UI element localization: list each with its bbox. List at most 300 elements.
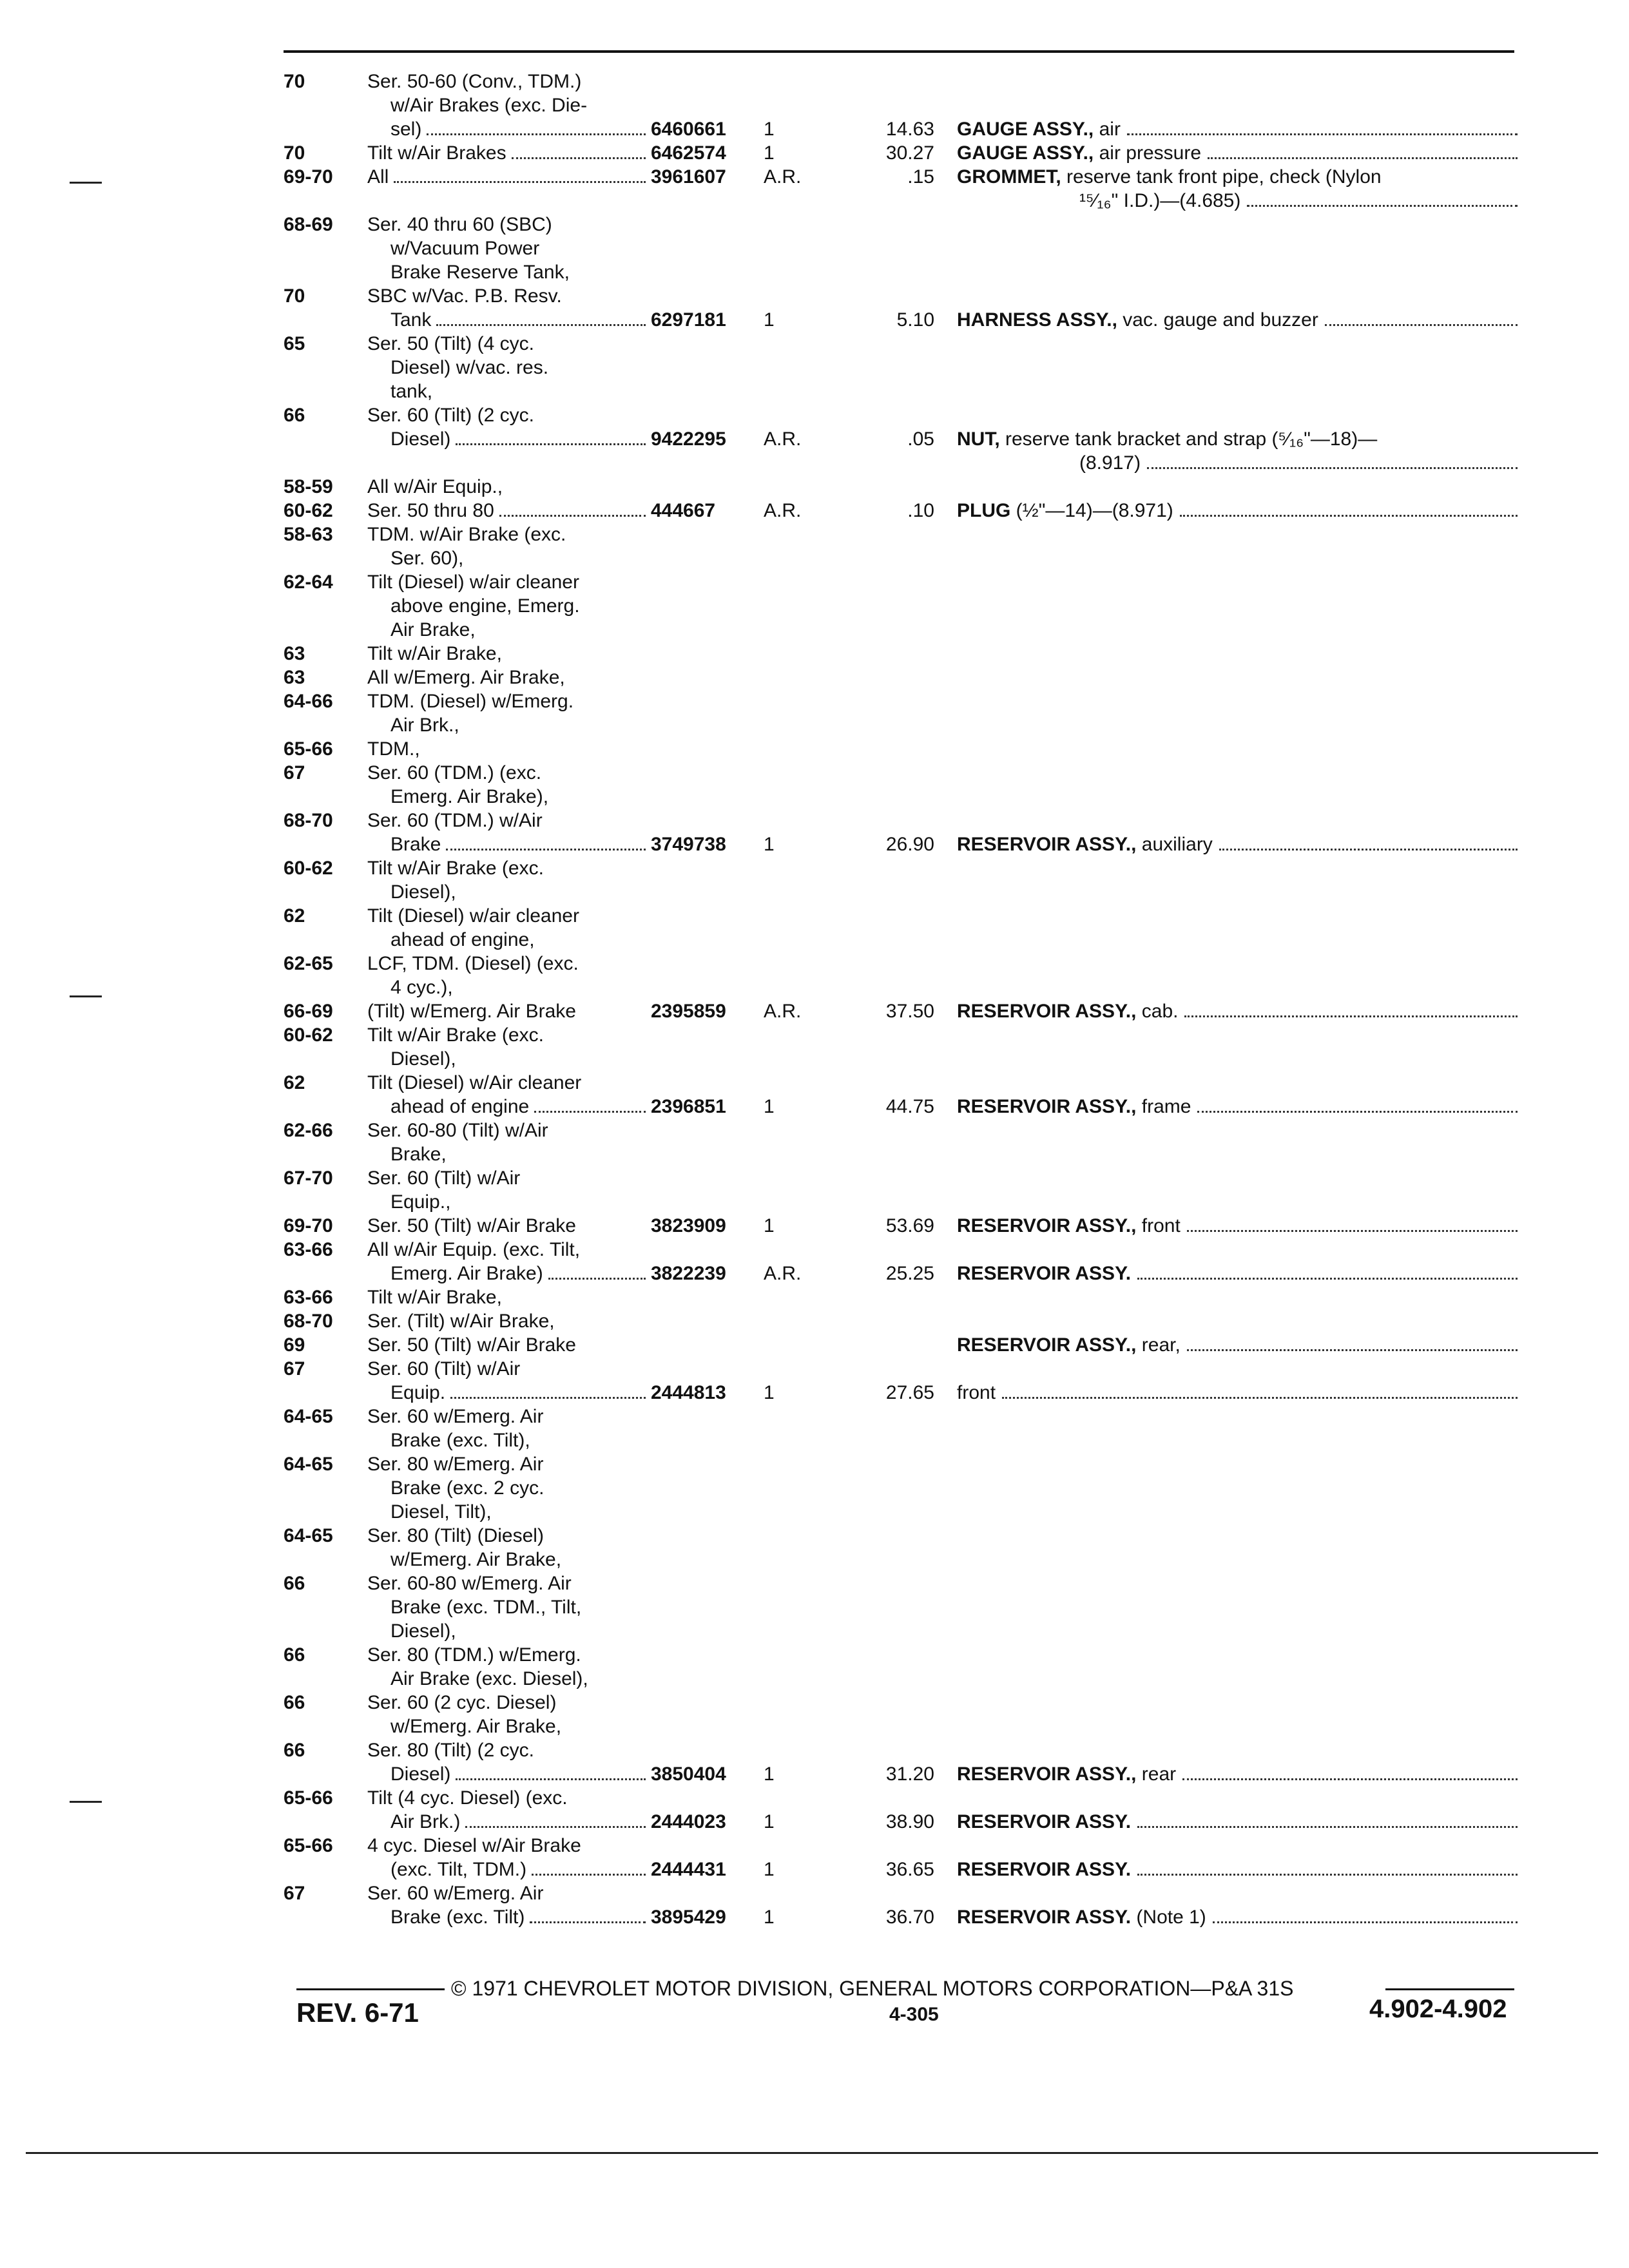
- part-detail: air: [1094, 119, 1121, 140]
- application: [367, 1738, 651, 1786]
- dot-leader: [427, 133, 646, 135]
- application-text: Air Brake (exc. Diesel),: [390, 1668, 588, 1689]
- application-line: [367, 1762, 651, 1786]
- list-price: 37.50: [885, 1001, 934, 1022]
- application-line: [367, 689, 651, 713]
- dot-leader: [1137, 1278, 1518, 1280]
- application-text: Ser. 60 (Tilt) w/Air: [367, 1358, 521, 1379]
- application-line: [367, 1190, 651, 1214]
- model-year: 69-70: [284, 1215, 333, 1236]
- application-line: [367, 499, 651, 523]
- part-number: 3850404: [651, 1763, 726, 1785]
- part-name: GAUGE ASSY.,: [957, 142, 1094, 164]
- dot-leader: [1219, 849, 1518, 850]
- model-year: 64-65: [284, 1406, 333, 1427]
- description-line: [957, 1905, 1518, 1929]
- application: [367, 1834, 651, 1881]
- application-text: w/Emerg. Air Brake,: [390, 1716, 562, 1737]
- description-text: [957, 1262, 1131, 1285]
- model-year: 62: [284, 1072, 305, 1093]
- model-year: 64-66: [284, 691, 333, 712]
- application: [367, 165, 651, 189]
- application: [367, 1524, 651, 1571]
- part-detail: front: [1136, 1215, 1181, 1236]
- model-year: 65: [284, 333, 305, 354]
- part-description: [957, 1381, 1518, 1405]
- application-line: [367, 1309, 651, 1333]
- description-line: [957, 141, 1518, 165]
- model-year: 70: [284, 71, 305, 92]
- part-detail: air pressure: [1094, 142, 1202, 164]
- application-line: [367, 523, 651, 546]
- part-number: 2444023: [651, 1811, 726, 1832]
- application-line: [367, 427, 651, 451]
- dot-leader: [499, 515, 646, 517]
- model-year: 67-70: [284, 1168, 333, 1189]
- description-line: [957, 1762, 1518, 1786]
- application-text: Brake Reserve Tank,: [390, 262, 570, 283]
- dot-leader: [530, 1921, 646, 1923]
- application-text: Brake (exc. TDM., Tilt,: [390, 1597, 582, 1618]
- part-description: [957, 427, 1518, 475]
- description-text: [957, 308, 1318, 332]
- description-line: [957, 165, 1518, 189]
- model-year: 63-66: [284, 1287, 333, 1308]
- part-number: 6297181: [651, 309, 726, 331]
- application-line: [367, 1595, 651, 1619]
- application-line: [367, 284, 651, 308]
- top-rule: [284, 50, 1514, 53]
- part-name: GROMMET,: [957, 166, 1061, 187]
- part-detail: rear: [1136, 1763, 1177, 1785]
- application: [367, 904, 651, 952]
- application-line: [367, 1643, 651, 1667]
- part-name: RESERVOIR ASSY.: [957, 1907, 1132, 1928]
- application-text: Brake (exc. Tilt),: [390, 1430, 530, 1451]
- application-text: Tilt (Diesel) w/Air cleaner: [367, 1072, 582, 1093]
- list-price: 44.75: [885, 1096, 934, 1117]
- application-line: [367, 1405, 651, 1428]
- part-name: RESERVOIR ASSY.: [957, 1811, 1132, 1832]
- application-line: [367, 1285, 651, 1309]
- list-price: 5.10: [896, 309, 934, 331]
- part-number: 3961607: [651, 166, 726, 187]
- application-line: [367, 1810, 651, 1834]
- application-text: Ser. 80 (TDM.) w/Emerg.: [367, 1644, 581, 1666]
- part-number: 9422295: [651, 428, 726, 450]
- application-text: Ser. 80 (Tilt) (2 cyc.: [367, 1740, 534, 1761]
- part-description: [957, 1262, 1518, 1285]
- application-text: Tank: [390, 309, 432, 331]
- dot-leader: [512, 157, 646, 159]
- application-line: [367, 356, 651, 380]
- description-line: [957, 1858, 1518, 1881]
- part-description: [957, 1858, 1518, 1881]
- application-line: [367, 880, 651, 904]
- application-text: Tilt w/Air Brake,: [367, 1287, 502, 1308]
- application-text: Emerg. Air Brake): [390, 1263, 543, 1284]
- model-year: 68-70: [284, 1311, 333, 1332]
- revision-label: REV. 6-71: [296, 1997, 419, 2028]
- model-year: 58-63: [284, 524, 333, 545]
- application-line: [367, 236, 651, 260]
- dot-leader: [1127, 133, 1518, 135]
- margin-tick: [70, 1801, 102, 1803]
- part-name: RESERVOIR ASSY.,: [957, 1334, 1137, 1356]
- application-text: tank,: [390, 381, 433, 402]
- part-name: RESERVOIR ASSY.,: [957, 1096, 1137, 1117]
- application: [367, 284, 651, 332]
- application-line: [367, 93, 651, 117]
- application-text: Diesel, Tilt),: [390, 1501, 492, 1523]
- application: [367, 666, 651, 689]
- quantity: 1: [764, 1215, 775, 1236]
- part-name: RESERVOIR ASSY.: [957, 1859, 1132, 1880]
- quantity: 1: [764, 119, 775, 140]
- part-name: RESERVOIR ASSY.,: [957, 834, 1137, 855]
- model-year: 65-66: [284, 738, 333, 760]
- application-line: [367, 1738, 651, 1762]
- dot-leader: [1182, 1778, 1518, 1780]
- part-number: 2444813: [651, 1382, 726, 1403]
- application-text: All: [367, 166, 389, 187]
- application-text: Tilt w/Air Brake,: [367, 643, 502, 664]
- description-text: [957, 427, 1377, 451]
- application: [367, 952, 651, 999]
- dot-leader: [1187, 1349, 1518, 1351]
- application: [367, 1119, 651, 1166]
- application-line: [367, 70, 651, 93]
- application-text: Ser. 50 (Tilt) (4 cyc.: [367, 333, 534, 354]
- application-line: [367, 1834, 651, 1858]
- application-line: [367, 1524, 651, 1548]
- application-line: [367, 1023, 651, 1047]
- model-year: 60-62: [284, 858, 333, 879]
- dot-leader: [1180, 515, 1518, 517]
- application-text: Ser. 80 w/Emerg. Air: [367, 1454, 544, 1475]
- application-line: [367, 1500, 651, 1524]
- application-text: Ser. 50 thru 80: [367, 500, 494, 521]
- dot-leader: [394, 181, 646, 183]
- application-line: [367, 809, 651, 832]
- application-line: [367, 141, 651, 165]
- application-text: Ser. 60),: [390, 548, 464, 569]
- application: [367, 213, 651, 284]
- quantity: A.R.: [764, 1001, 802, 1022]
- model-year: 70: [284, 285, 305, 307]
- description-text: [957, 141, 1201, 165]
- application-text: Diesel): [390, 1763, 451, 1785]
- footer-rule-left: [296, 1988, 445, 1990]
- application-line: [367, 1262, 651, 1285]
- part-description: [957, 141, 1518, 165]
- part-name: HARNESS ASSY.,: [957, 309, 1117, 331]
- description-line: [957, 427, 1518, 451]
- description-line: [957, 117, 1518, 141]
- quantity: A.R.: [764, 166, 802, 187]
- model-year: 67: [284, 762, 305, 783]
- part-description: [957, 1333, 1518, 1357]
- application: [367, 737, 651, 761]
- application-line: [367, 1786, 651, 1810]
- bottom-rule: [26, 2152, 1598, 2154]
- part-number: 6462574: [651, 142, 726, 164]
- quantity: A.R.: [764, 500, 802, 521]
- part-name: GAUGE ASSY.,: [957, 119, 1094, 140]
- application-text: w/Emerg. Air Brake,: [390, 1549, 562, 1570]
- list-price: .05: [907, 428, 934, 450]
- application-line: [367, 1095, 651, 1119]
- application-line: [367, 1119, 651, 1142]
- quantity: 1: [764, 1096, 775, 1117]
- part-description: [957, 999, 1518, 1023]
- application-line: [367, 832, 651, 856]
- model-year: 68-70: [284, 810, 333, 831]
- application: [367, 1881, 651, 1929]
- part-number: 2396851: [651, 1096, 726, 1117]
- model-year: 65-66: [284, 1835, 333, 1856]
- application-line: [367, 546, 651, 570]
- description-text: [957, 1858, 1131, 1881]
- part-detail: rear,: [1136, 1334, 1181, 1356]
- model-year: 63: [284, 643, 305, 664]
- model-year: 68-69: [284, 214, 333, 235]
- model-year: 64-65: [284, 1454, 333, 1475]
- model-year: 67: [284, 1358, 305, 1379]
- application-text: ahead of engine,: [390, 929, 535, 950]
- application: [367, 332, 651, 403]
- application: [367, 856, 651, 904]
- part-detail: auxiliary: [1136, 834, 1213, 855]
- application: [367, 1071, 651, 1119]
- model-year: 62-65: [284, 953, 333, 974]
- application-line: [367, 1715, 651, 1738]
- description-text: [957, 1905, 1206, 1929]
- dot-leader: [1137, 1826, 1518, 1828]
- application: [367, 570, 651, 642]
- section-number: 4.902-4.902: [1369, 1995, 1507, 2023]
- footer-rule-right: [1385, 1988, 1514, 1990]
- application-line: [367, 1619, 651, 1643]
- application-text: Ser. 80 (Tilt) (Diesel): [367, 1525, 544, 1546]
- dot-leader: [1002, 1397, 1518, 1399]
- application-text: All w/Air Equip. (exc. Tilt,: [367, 1239, 581, 1260]
- application-line: [367, 999, 651, 1023]
- model-year: 63: [284, 667, 305, 688]
- description-text: [957, 832, 1213, 856]
- application-line: [367, 737, 651, 761]
- application-text: TDM.,: [367, 738, 420, 760]
- part-description: [957, 308, 1518, 332]
- quantity: 1: [764, 1907, 775, 1928]
- model-year: 66: [284, 1573, 305, 1594]
- application-line: [367, 1238, 651, 1262]
- quantity: 1: [764, 1859, 775, 1880]
- part-name: NUT,: [957, 428, 1000, 450]
- dot-leader: [1147, 467, 1518, 469]
- application-text: LCF, TDM. (Diesel) (exc.: [367, 953, 579, 974]
- dot-leader: [1213, 1921, 1518, 1923]
- application: [367, 70, 651, 141]
- quantity: 1: [764, 834, 775, 855]
- dot-leader: [450, 1397, 646, 1399]
- application-text: Ser. 50 (Tilt) w/Air Brake: [367, 1334, 576, 1356]
- description-line: [957, 308, 1518, 332]
- dot-leader: [534, 1111, 646, 1113]
- part-description: [957, 165, 1518, 213]
- part-detail: (½"—14)—(8.971): [1010, 500, 1173, 521]
- application: [367, 1333, 651, 1357]
- application: [367, 1309, 651, 1333]
- part-detail: reserve tank front pipe, check (Nylon: [1061, 166, 1382, 187]
- part-description: [957, 1810, 1518, 1834]
- application-line: [367, 1905, 651, 1929]
- application-text: Brake,: [390, 1144, 447, 1165]
- application-line: [367, 904, 651, 928]
- application-line: [367, 642, 651, 666]
- application: [367, 1452, 651, 1524]
- application-line: [367, 570, 651, 594]
- model-year: 60-62: [284, 500, 333, 521]
- description-line: [957, 1262, 1518, 1285]
- part-number: 6460661: [651, 119, 726, 140]
- application-text: (exc. Tilt, TDM.): [390, 1859, 527, 1880]
- description-text: [957, 1214, 1181, 1238]
- dot-leader: [446, 849, 646, 850]
- application-text: Ser. 60 w/Emerg. Air: [367, 1406, 544, 1427]
- description-line: [957, 189, 1518, 213]
- part-detail: front: [957, 1382, 996, 1403]
- list-price: 31.20: [885, 1763, 934, 1785]
- application-line: [367, 332, 651, 356]
- application: [367, 999, 651, 1023]
- application-line: [367, 260, 651, 284]
- application-text: Brake: [390, 834, 441, 855]
- application-text: Brake (exc. 2 cyc.: [390, 1477, 545, 1499]
- list-price: .10: [907, 500, 934, 521]
- part-detail: vac. gauge and buzzer: [1117, 309, 1318, 331]
- model-year: 69: [284, 1334, 305, 1356]
- list-price: 25.25: [885, 1263, 934, 1284]
- application-line: [367, 403, 651, 427]
- description-text: [957, 1810, 1131, 1834]
- application-text: Tilt w/Air Brake (exc.: [367, 1024, 544, 1046]
- page-number: 4-305: [889, 2004, 939, 2025]
- application-line: [367, 165, 651, 189]
- model-year: 62-64: [284, 572, 333, 593]
- part-number: 3823909: [651, 1215, 726, 1236]
- application-text: Ser. 60-80 w/Emerg. Air: [367, 1573, 572, 1594]
- application-text: Air Brake,: [390, 619, 476, 640]
- application-text: Ser. 60 (Tilt) (2 cyc.: [367, 405, 534, 426]
- application: [367, 1285, 651, 1309]
- part-number: 2444431: [651, 1859, 726, 1880]
- application-line: [367, 1071, 651, 1095]
- dot-leader: [1247, 205, 1518, 207]
- application-line: [367, 475, 651, 499]
- part-number: 3749738: [651, 834, 726, 855]
- application-text: Brake (exc. Tilt): [390, 1907, 525, 1928]
- dot-leader: [1325, 324, 1518, 326]
- application-line: [367, 1881, 651, 1905]
- dot-leader: [1184, 1015, 1518, 1017]
- part-name: RESERVOIR ASSY.,: [957, 1763, 1137, 1785]
- part-detail: cab.: [1136, 1001, 1179, 1022]
- description-line: [957, 1810, 1518, 1834]
- application-text: sel): [390, 119, 422, 140]
- application-line: [367, 213, 651, 236]
- application-line: [367, 761, 651, 785]
- application: [367, 1357, 651, 1405]
- application-text: Ser. 60 (Tilt) w/Air: [367, 1168, 521, 1189]
- part-description: [957, 1905, 1518, 1929]
- application-text: Tilt w/Air Brake (exc.: [367, 858, 544, 879]
- application-text: SBC w/Vac. P.B. Resv.: [367, 285, 562, 307]
- application-text: Diesel): [390, 428, 451, 450]
- application-line: [367, 594, 651, 618]
- application-line: [367, 1667, 651, 1691]
- part-detail: (8.917): [1079, 452, 1141, 474]
- dot-leader: [436, 324, 646, 326]
- description-text: [957, 165, 1382, 189]
- application-text: Diesel),: [390, 881, 456, 903]
- application: [367, 1166, 651, 1214]
- application-text: w/Vacuum Power: [390, 238, 540, 259]
- application-text: Tilt (4 cyc. Diesel) (exc.: [367, 1787, 568, 1809]
- list-price: 36.70: [885, 1907, 934, 1928]
- application-line: [367, 1381, 651, 1405]
- description-text: [957, 499, 1173, 523]
- application-line: [367, 1858, 651, 1881]
- application-text: (Tilt) w/Emerg. Air Brake: [367, 1001, 576, 1022]
- application-line: [367, 1428, 651, 1452]
- description-line: [957, 1095, 1518, 1119]
- model-year: 62: [284, 905, 305, 927]
- part-name: RESERVOIR ASSY.,: [957, 1215, 1137, 1236]
- application-text: All w/Emerg. Air Brake,: [367, 667, 565, 688]
- dot-leader: [456, 443, 646, 445]
- part-number: 2395859: [651, 1001, 726, 1022]
- model-year: 67: [284, 1883, 305, 1904]
- part-number: 3822239: [651, 1263, 726, 1284]
- application-text: Ser. 50 (Tilt) w/Air Brake: [367, 1215, 576, 1236]
- application-text: Ser. 50-60 (Conv., TDM.): [367, 71, 582, 92]
- quantity: 1: [764, 1382, 775, 1403]
- application: [367, 642, 651, 666]
- application-line: [367, 1333, 651, 1357]
- application-text: Ser. 60 w/Emerg. Air: [367, 1883, 544, 1904]
- dot-leader: [1187, 1230, 1518, 1232]
- list-price: 27.65: [885, 1382, 934, 1403]
- application: [367, 403, 651, 451]
- quantity: 1: [764, 309, 775, 331]
- model-year: 64-65: [284, 1525, 333, 1546]
- application-text: Diesel),: [390, 1048, 456, 1070]
- description-text: [1079, 451, 1141, 475]
- part-description: [957, 1214, 1518, 1238]
- application: [367, 689, 651, 737]
- quantity: A.R.: [764, 428, 802, 450]
- application-text: Diesel),: [390, 1620, 456, 1642]
- part-description: [957, 117, 1518, 141]
- part-number: 444667: [651, 500, 716, 521]
- description-line: [957, 499, 1518, 523]
- margin-tick: [70, 182, 102, 184]
- part-detail: (Note 1): [1131, 1907, 1206, 1928]
- model-year: 65-66: [284, 1787, 333, 1809]
- application-text: Ser. 40 thru 60 (SBC): [367, 214, 552, 235]
- model-year: 66: [284, 1644, 305, 1666]
